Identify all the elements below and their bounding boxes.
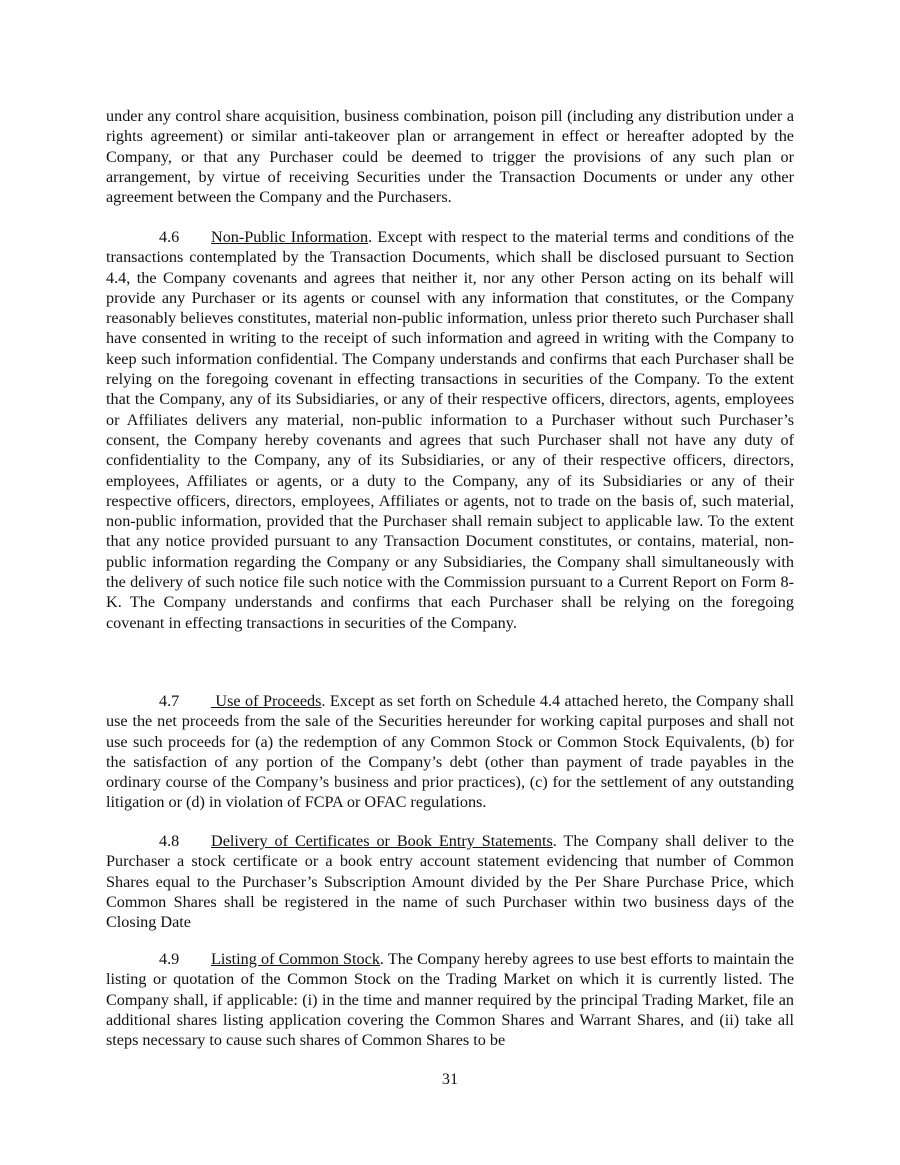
section-title: Use of Proceeds	[211, 692, 322, 710]
section-4-8-paragraph	[106, 831, 794, 932]
section-4-8	[106, 831, 794, 932]
page-number: 31	[441, 1070, 459, 1088]
section-body: . Except as set forth on Schedule 4.4 attached hereto, the Company shall use the net proceeds from the sale of the Securities hereunder for working capital purposes and shall not use such proceeds for (a) the redemption of any Common Stock or Common Stock Equivalents, (b) for the satisfaction of any portion of the Company’s debt (other than payment of trade payables in the ordinary course of the Company’s business and prior practices), (c) for the settlement of any outstanding litigation or (d) in violation of FCPA or OFAC regulations.	[106, 692, 795, 812]
section-4-6	[106, 227, 794, 633]
section-title: Listing of Common Stock	[211, 950, 380, 968]
section-4-9-paragraph	[106, 949, 794, 1050]
section-number: 4.7	[159, 692, 180, 710]
section-number: 4.6	[159, 228, 180, 246]
section-number: 4.9	[159, 950, 180, 968]
section-title: Non-Public Information	[211, 228, 369, 246]
section-body: . The Company hereby agrees to use best efforts to maintain the listing or quotation of the Common Stock on the Trading Market on which it is currently listed. The Company shall, if applicable: (i) in the time and manner required by the principal Trading Market, file an additional shares listing application covering the Common Shares and Warrant Shares, and (ii) take all steps necessary to cause such shares of Common Shares to be	[106, 950, 794, 1050]
section-number: 4.8	[159, 832, 180, 850]
section-4-7-paragraph	[106, 691, 794, 813]
body-text	[106, 106, 794, 207]
section-title: Delivery of Certificates or Book Entry Statements	[211, 832, 553, 850]
section-4-6-paragraph	[106, 227, 794, 633]
section-body: . Except with respect to the material terms and conditions of the transactions contemplated by the Transaction Documents, which shall be disclosed pursuant to Section 4.4, the Company covenants and agrees that neither it, nor any other Person acting on its behalf will provide any Purchaser or its agents or counsel with any information that constitutes, or the Company reasonably believes constitutes, material non-public information, unless prior thereto such Purchaser shall have consented in writing to the receipt of such information and agreed in writing with the Company to keep such information confidential. The Company understands and confirms that each Purchaser shall be relying on the foregoing covenant in effecting transactions in securities of the Company. To the extent that the Company, any of its Subsidiaries, or any of their respective officers, directors, agents, employees or Affiliates delivers any material, non-public information to a Purchaser without such Purchaser’s consent, the Company hereby covenants and agrees that such Purchaser shall not have any duty of confidentiality to the Company, any of its Subsidiaries, or any of their respective officers, directors, employees, Affiliates or agents, or a duty to the Company, any of its Subsidiaries or any of their respective officers, directors, employees, Affiliates or agents, not to trade on the basis of, such material, non-public information, provided that the Purchaser shall remain subject to applicable law. To the extent that any notice provided pursuant to any Transaction Document constitutes, or contains, material, non-public information regarding the Company or any Subsidiaries, the Company shall simultaneously with the delivery of such notice file such notice with the Commission pursuant to a Current Report on Form 8-K. The Company understands and confirms that each Purchaser shall be relying on the foregoing covenant in effecting transactions in securities of the Company.	[106, 228, 794, 632]
continuation-paragraph: under any control share acquisition, business combination, poison pill (including any distribution under a rights agreement) or similar anti-takeover plan or arrangement in effect or hereafter adopted by the Company, or that any Purchaser could be deemed to trigger the provisions of any such plan or arrangement, by virtue of receiving Securities under the Transaction Documents or under any other agreement between the Company and the Purchasers.	[106, 107, 794, 207]
section-4-9	[106, 949, 794, 1050]
section-body: . The Company shall deliver to the Purchaser a stock certificate or a book entry account statement evidencing that number of Common Shares equal to the Purchaser’s Subscription Amount divided by the Per Share Purchase Price, which Common Shares shall be registered in the name of such Purchaser within two business days of the Closing Date	[106, 832, 794, 932]
section-4-7	[106, 691, 794, 813]
